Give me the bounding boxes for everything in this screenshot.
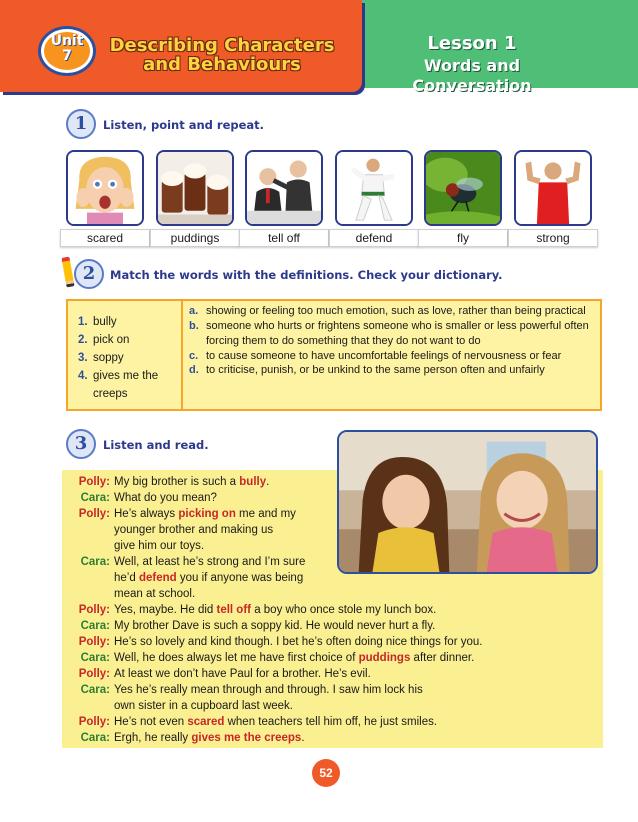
section-1-instruction: Listen, point and repeat. — [103, 118, 265, 132]
speaker-label: Polly: — [78, 636, 110, 648]
unit-title-line-2: and Behaviours — [143, 54, 301, 75]
word-item[interactable]: 4. gives me the creeps — [78, 370, 159, 400]
keyword: puddings — [358, 652, 411, 664]
picture-label-defend: defend — [329, 229, 419, 247]
speaker-label: Cara: — [80, 684, 110, 696]
lesson-heading — [372, 34, 572, 96]
speaker-label: Polly: — [78, 476, 110, 488]
fly-photo-icon[interactable] — [424, 150, 502, 226]
speaker-label: Polly: — [78, 668, 110, 680]
speaker-label: Cara: — [80, 652, 110, 664]
speaker-label: Cara: — [80, 492, 110, 504]
speaker-label: Cara: — [80, 556, 110, 568]
lesson-number: Lesson 1 — [427, 33, 517, 54]
definition-item[interactable]: c. to cause someone to have uncomfortable feelings of nervousness or fear — [189, 350, 562, 362]
speaker-label: Cara: — [80, 732, 110, 744]
picture-label-scared: scared — [60, 229, 150, 247]
scared-girl-photo-icon[interactable] — [66, 150, 144, 226]
definition-item[interactable]: b. someone who hurts or frightens someone who is smaller or less powerful often forcing them to do something that they do not want to do — [189, 320, 589, 347]
word-item[interactable]: 1. bully — [78, 316, 117, 328]
word-item[interactable]: 2. pick on — [78, 334, 130, 346]
strong-man-photo-icon[interactable] — [514, 150, 592, 226]
word-item[interactable]: 3. soppy — [78, 352, 124, 364]
section-3-instruction: Listen and read. — [103, 438, 209, 452]
speaker-label: Cara: — [80, 620, 110, 632]
picture-label-fly: fly — [418, 229, 508, 247]
keyword: bully — [239, 476, 267, 488]
section-2-number: 2 — [74, 259, 104, 289]
unit-number: 7 — [62, 48, 72, 64]
speaker-label: Polly: — [78, 716, 110, 728]
definition-item[interactable]: a. showing or feeling too much emotion, such as love, rather than being practical — [189, 305, 586, 317]
defend-karate-photo-icon[interactable] — [335, 150, 413, 226]
section-2-instruction: Match the words with the definitions. Check your dictionary. — [110, 268, 503, 282]
tell-off-photo-icon[interactable] — [245, 150, 323, 226]
picture-label-puddings: puddings — [150, 229, 240, 247]
section-1-number: 1 — [66, 109, 96, 139]
unit-label: Unit — [50, 33, 84, 49]
girls-talking-photo-icon — [337, 430, 598, 574]
speaker-label: Polly: — [78, 604, 110, 616]
speaker-label: Polly: — [78, 508, 110, 520]
keyword: scared — [187, 716, 225, 728]
picture-label-strong: strong — [508, 229, 598, 247]
puddings-photo-icon[interactable] — [156, 150, 234, 226]
matching-divider — [181, 301, 183, 409]
page-number: 52 — [312, 759, 340, 787]
keyword: tell off — [216, 604, 251, 616]
keyword: gives me the creeps — [191, 732, 302, 744]
matching-table — [66, 299, 602, 411]
word-list — [78, 313, 178, 403]
definition-list — [189, 304, 597, 377]
definition-item[interactable]: d. to criticise, punish, or be unkind to the same person often and unfairly — [189, 364, 545, 376]
lesson-name: Words and Conversation — [412, 56, 532, 95]
unit-title — [104, 36, 340, 74]
keyword: picking on — [178, 508, 236, 520]
keyword: defend — [138, 572, 177, 584]
section-3-number: 3 — [66, 429, 96, 459]
picture-label-tell-off: tell off — [239, 229, 329, 247]
unit-badge — [38, 26, 96, 76]
pencil-icon — [61, 257, 74, 288]
unit-title-line-1: Describing Characters — [109, 35, 335, 56]
